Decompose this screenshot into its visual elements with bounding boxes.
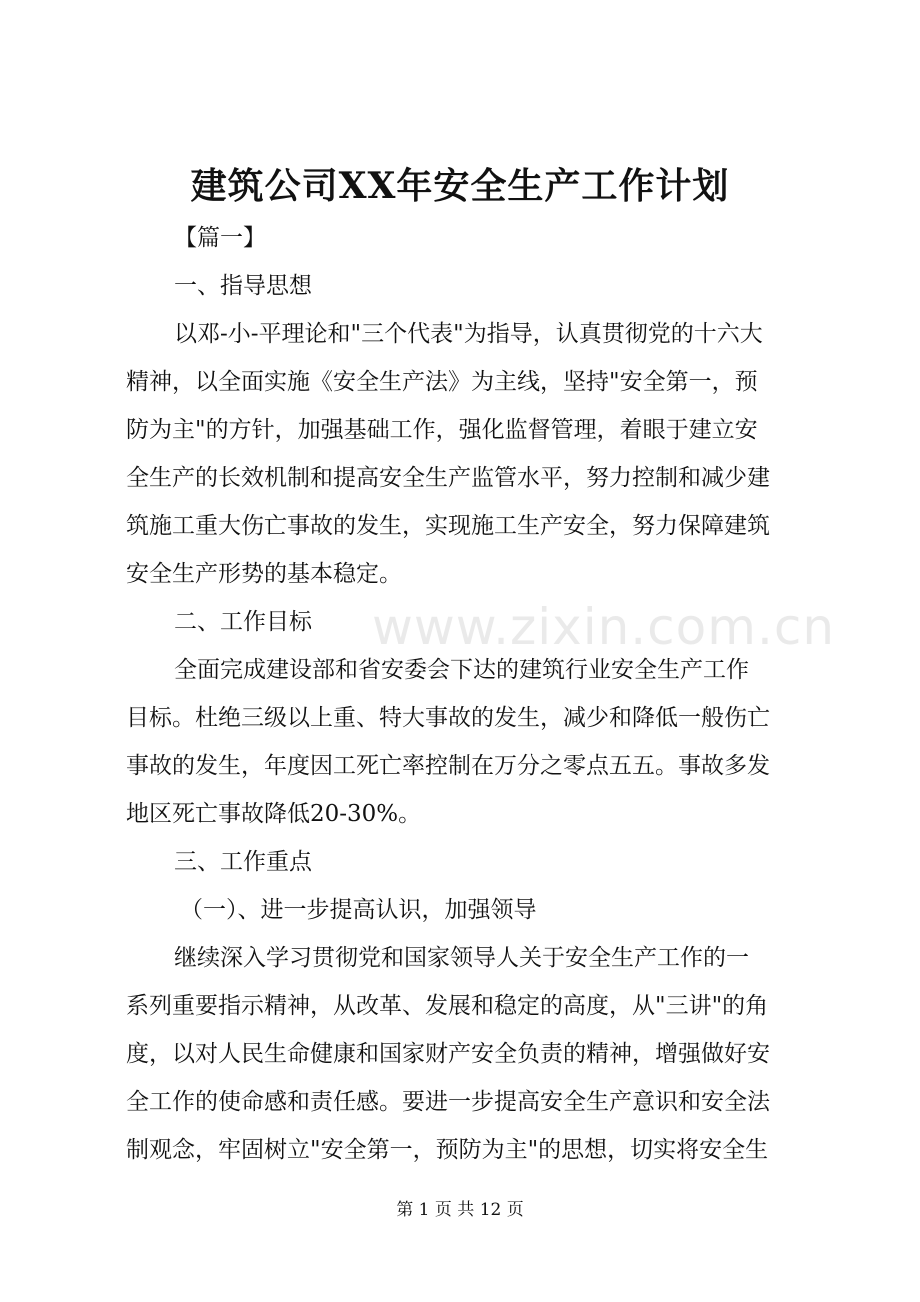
document-body (126, 214, 806, 1174)
body-line: 【篇一】 (174, 225, 266, 251)
body-line: 精神，以全面实施《安全生产法》为主线，坚持"安全第一，预 (126, 369, 758, 395)
body-line: 系列重要指示精神，从改革、发展和稳定的高度，从"三讲"的角 (126, 993, 769, 1019)
body-line: 二、工作目标 (174, 609, 312, 635)
body-line: 三、工作重点 (174, 849, 312, 875)
body-line: 目标。杜绝三级以上重、特大事故的发生，减少和降低一般伤亡 (126, 705, 770, 731)
body-line: 筑施工重大伤亡事故的发生，实现施工生产安全，努力保障建筑 (126, 513, 770, 539)
body-line: 全工作的使命感和责任感。要进一步提高安全生产意识和安全法 (126, 1089, 770, 1115)
body-line: 度，以对人民生命健康和国家财产安全负责的精神，增强做好安 (126, 1041, 770, 1067)
body-line: 以邓-小-平理论和"三个代表"为指导，认真贯彻党的十六大 (174, 321, 763, 347)
body-line: 一、指导思想 (174, 273, 312, 299)
document-title: 建筑公司XX年安全生产工作计划 (190, 165, 730, 207)
body-line: 继续深入学习贯彻党和国家领导人关于安全生产工作的一 (174, 945, 749, 971)
body-line: 事故的发生，年度因工死亡率控制在万分之零点五五。事故多发 (126, 753, 770, 779)
body-line: 全面完成建设部和省安委会下达的建筑行业安全生产工作 (174, 657, 749, 683)
body-line: 地区死亡事故降低20-30%。 (126, 801, 422, 827)
body-line: 全生产的长效机制和提高安全生产监管水平，努力控制和减少建 (126, 465, 770, 491)
body-line: 安全生产形势的基本稳定。 (126, 561, 402, 587)
body-line: （一）、进一步提高认识，加强领导 (180, 897, 537, 923)
body-line: 制观念，牢固树立"安全第一，预防为主"的思想，切实将安全生 (126, 1137, 769, 1163)
body-line: 防为主"的方针，加强基础工作，强化监督管理，着眼于建立安 (126, 417, 758, 443)
watermark: www.zixin.com.cn (372, 598, 836, 656)
page-footer: 第 1 页 共 12 页 (396, 1200, 524, 1220)
